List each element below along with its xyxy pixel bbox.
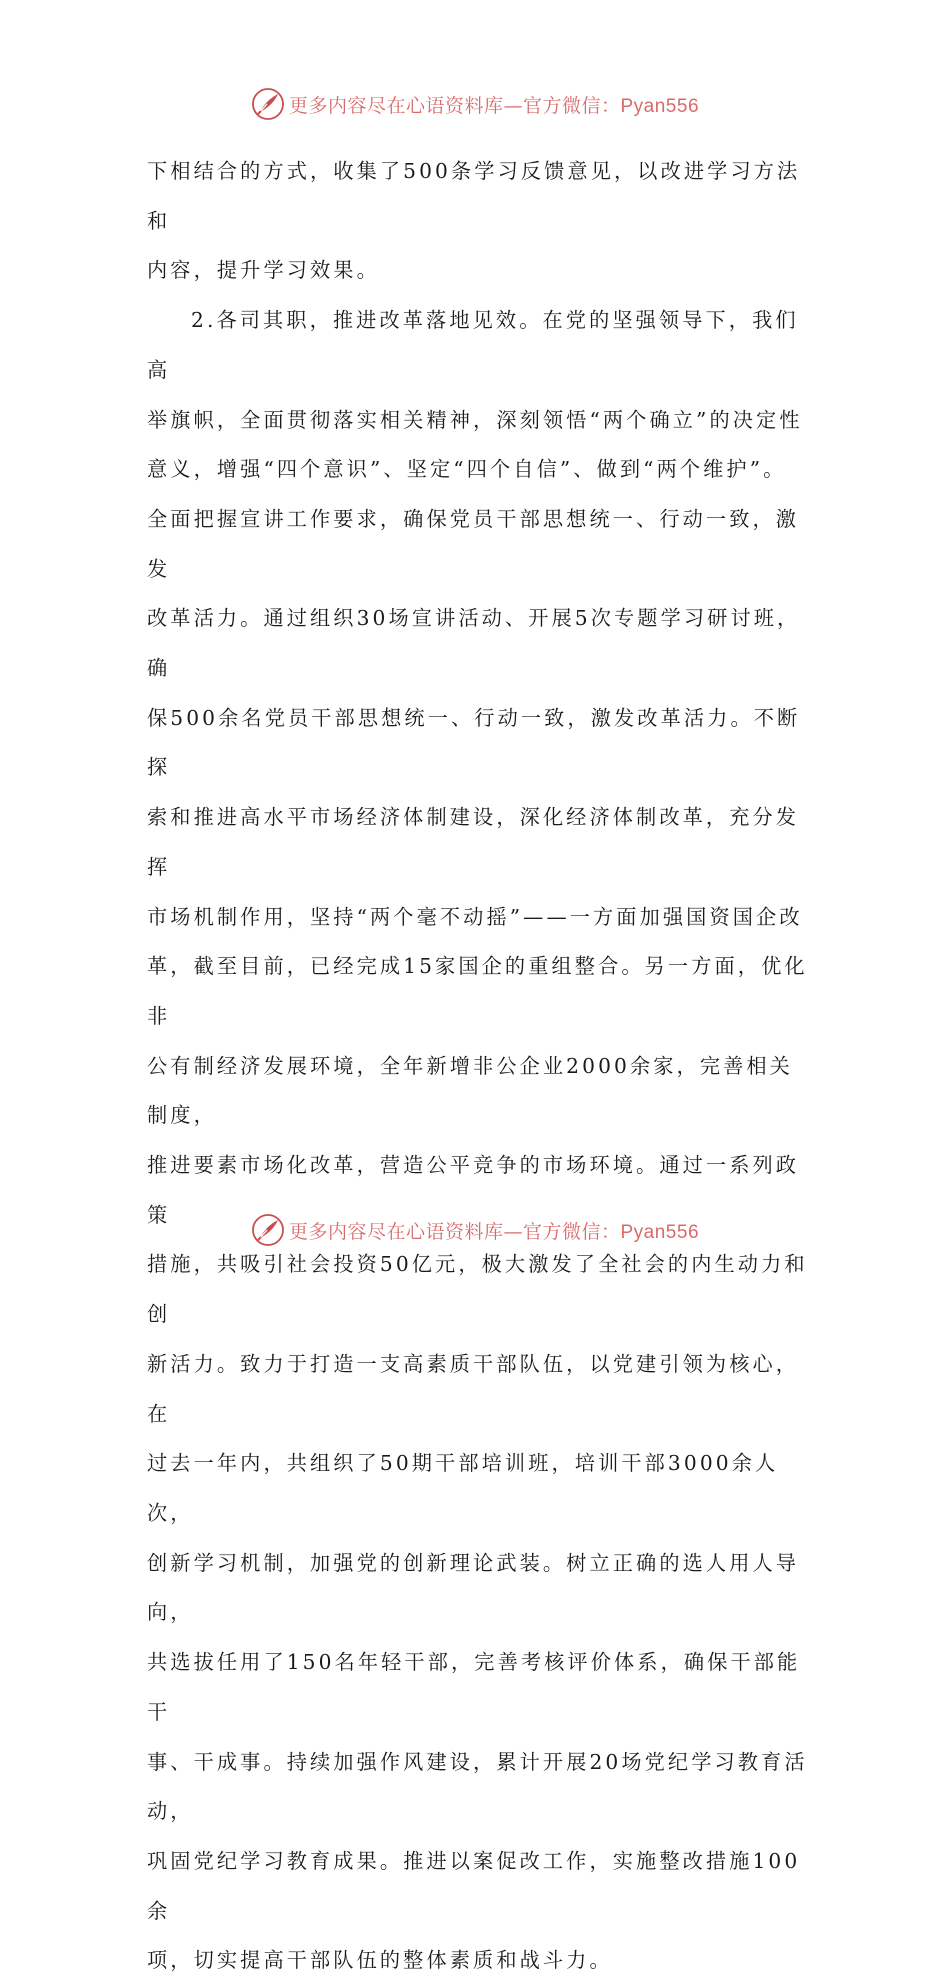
text-line: 共选拔任用了150名年轻干部，完善考核评价体系，确保干部能干 (147, 1650, 801, 1724)
text-line: 意义，增强“四个意识”、坚定“四个自信”、做到“两个维护”。 (147, 457, 787, 482)
text-line: 改革活力。通过组织30场宣讲活动、开展5次专题学习研讨班，确 (147, 606, 801, 681)
text-line: 索和推进高水平市场经济体制建设，深化经济体制改革，充分发挥 (147, 805, 800, 879)
text-line: 新活力。致力于打造一支高素质干部队伍，以党建引领为核心，在 (147, 1351, 800, 1426)
quill-pen-icon (251, 87, 285, 121)
wechat-id: Pyan556 (620, 1221, 700, 1243)
quill-pen-icon (251, 1213, 285, 1247)
document-body (147, 147, 815, 1986)
text-line: 事、干成事。持续加强作风建设，累计开展20场党纪学习教育活动， (147, 1749, 808, 1824)
banner-text: 更多内容尽在心语资料库—官方微信：Pyan556 (288, 1220, 700, 1243)
text-line: 革，截至目前，已经完成15家国企的重组整合。另一方面，优化非 (147, 954, 808, 1028)
wechat-id: Pyan556 (620, 95, 700, 117)
text-line: 下相结合的方式，收集了500条学习反馈意见，以改进学习方法和 (147, 159, 801, 233)
text-line: 内容，提升学习效果。 (147, 258, 380, 283)
paragraph-reform (147, 296, 815, 1986)
header-banner (0, 84, 950, 124)
text-line: 全面把握宣讲工作要求，确保党员干部思想统一、行动一致，激发 (147, 506, 800, 581)
text-line: 保500余名党员干部思想统一、行动一致，激发改革活力。不断探 (147, 705, 801, 780)
text-line: 举旗帜，全面贯彻落实相关精神，深刻领悟“两个确立”的决定性 (147, 407, 803, 432)
text-line: 创新学习机制，加强党的创新理论武装。树立正确的选人用人导向， (147, 1550, 800, 1625)
text-line: 市场机制作用，坚持“两个毫不动摇”——一方面加强国资国企改 (147, 904, 803, 929)
text-line: 公有制经济发展环境，全年新增非公企业2000余家，完善相关制度， (147, 1053, 793, 1128)
text-line: 项，切实提高干部队伍的整体素质和战斗力。 (147, 1948, 613, 1973)
text-line: 推进要素市场化改革，营造公平竞争的市场环境。通过一系列政策 (147, 1153, 800, 1227)
text-line: 2.各司其职，推进改革落地见效。在党的坚强领导下，我们高 (147, 308, 799, 382)
text-line: 过去一年内，共组织了50期干部培训班，培训干部3000余人次， (147, 1451, 779, 1525)
banner-text: 更多内容尽在心语资料库—官方微信：Pyan556 (288, 94, 700, 117)
text-line: 巩固党纪学习教育成果。推进以案促改工作，实施整改措施100余 (147, 1848, 801, 1923)
text-line: 措施，共吸引社会投资50亿元，极大激发了全社会的内生动力和创 (147, 1252, 808, 1327)
footer-banner (0, 1210, 950, 1250)
